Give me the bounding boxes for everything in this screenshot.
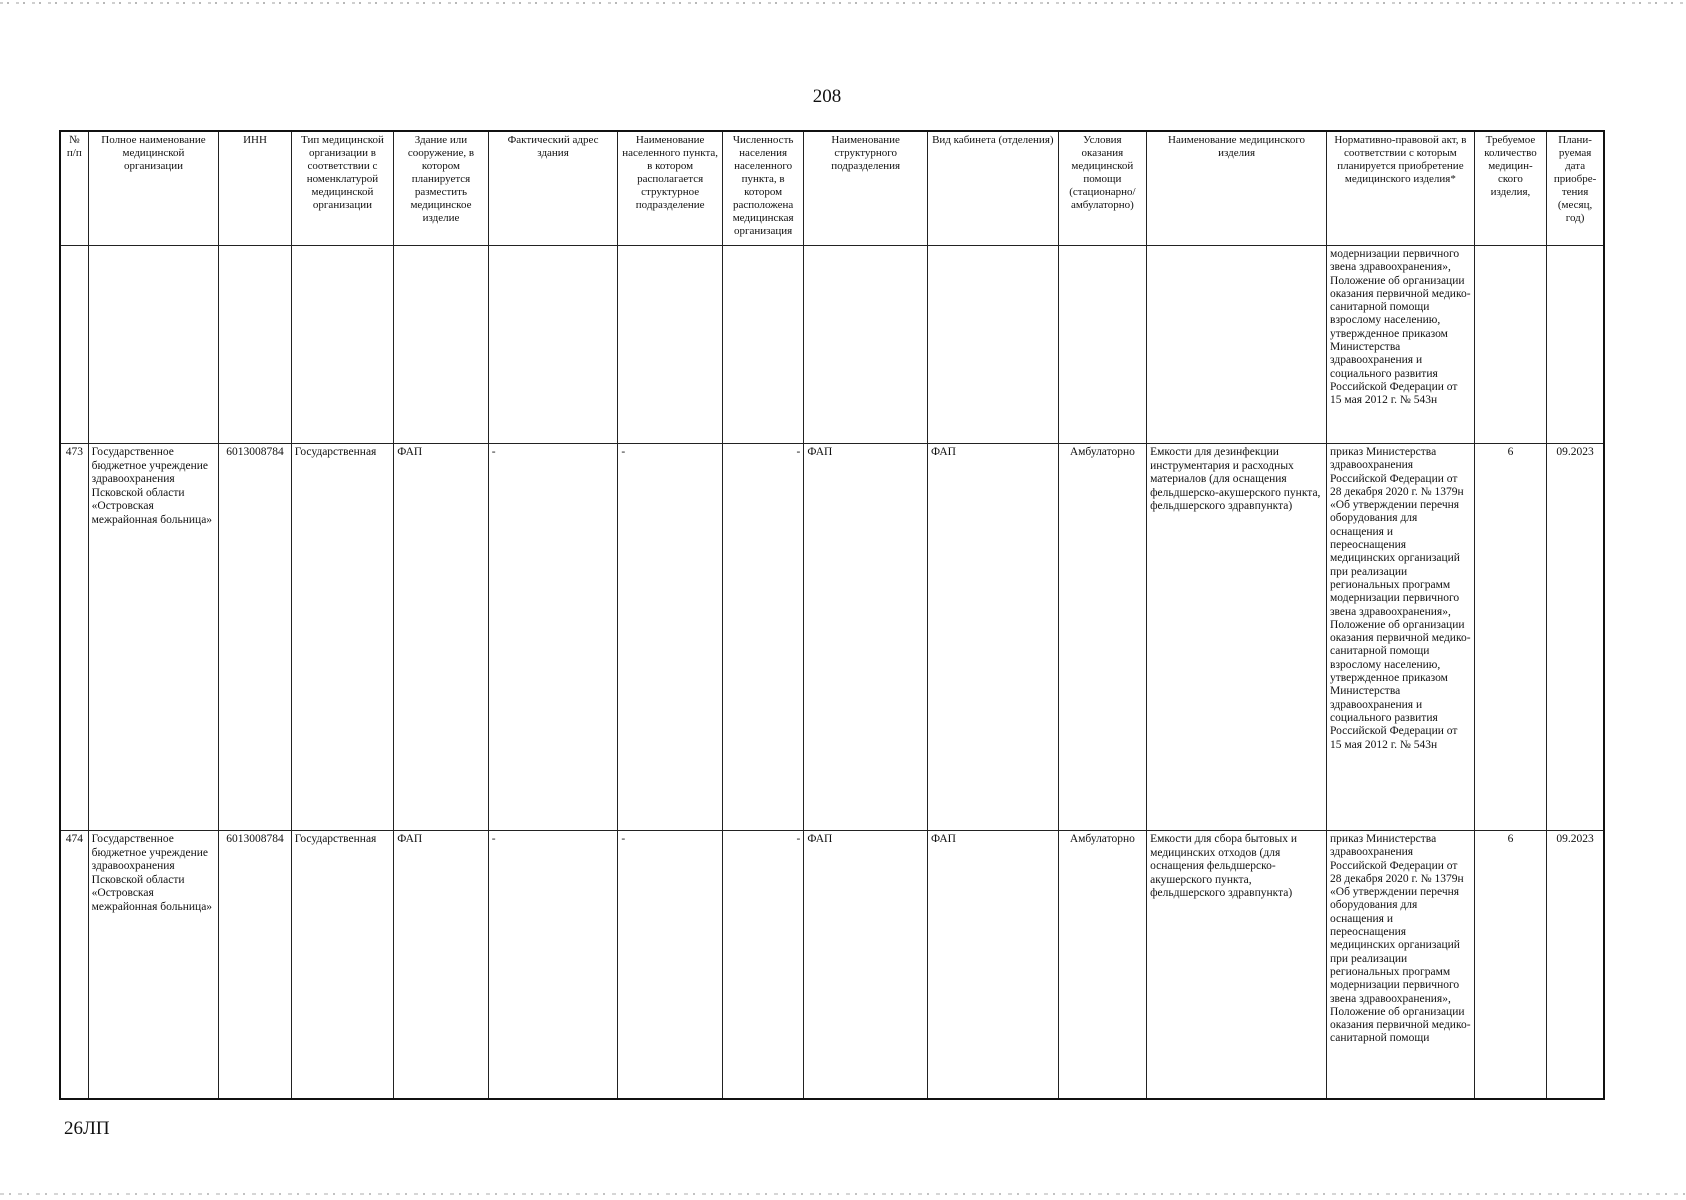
header-num: № п/п <box>60 131 88 246</box>
row-qty: 6 <box>1474 444 1546 831</box>
table-cell <box>927 246 1058 444</box>
table-cell <box>1147 246 1327 444</box>
scan-edge-top <box>0 2 1686 4</box>
row-conditions: Амбулаторно <box>1058 831 1146 1100</box>
table-cell <box>804 246 928 444</box>
row-population: - <box>722 444 803 831</box>
row-type: Государственная <box>291 831 394 1100</box>
medical-devices-table <box>59 130 1605 1100</box>
row-org: Государственное бюджетное учреждение здравоохранения Псковской области «Островская межрайонная больница» <box>88 831 219 1100</box>
header-inn: ИНН <box>219 131 291 246</box>
table-cell <box>618 246 723 444</box>
continuation-row <box>60 246 1604 444</box>
table-cell <box>60 246 88 444</box>
row-num: 474 <box>60 831 88 1100</box>
scan-edge-bottom <box>0 1193 1686 1195</box>
row-conditions: Амбулаторно <box>1058 444 1146 831</box>
continuation-act-cell: модернизации первичного звена здравоохранения», Положение об организации оказания первичной медико-санитарной помощи взрослому населению, утвержденное приказом Министерства здравоохранения и социального развития Российской Федерации от 15 мая 2012 г. № 543н <box>1327 246 1475 444</box>
row-population: - <box>722 831 803 1100</box>
header-act: Нормативно-правовой акт, в соответствии с которым планируется приобретение медицинского изделия* <box>1327 131 1475 246</box>
header-conditions: Условия оказания медицинской помощи (стационарно/ амбулаторно) <box>1058 131 1146 246</box>
row-building: ФАП <box>394 444 488 831</box>
row-unit: ФАП <box>804 831 928 1100</box>
row-device: Емкости для дезинфекции инструментария и расходных материалов (для оснащения фельдшерско-акушерского пункта, фельдшерского здравпункта) <box>1147 444 1327 831</box>
row-address: - <box>488 831 618 1100</box>
row-locality: - <box>618 831 723 1100</box>
table-cell <box>1547 246 1604 444</box>
table-cell <box>1474 246 1546 444</box>
header-qty: Требуемое количество медицин-ского изделия, <box>1474 131 1546 246</box>
row-address: - <box>488 444 618 831</box>
header-locality: Наименование населенного пункта, в котором располагается структурное подразделение <box>618 131 723 246</box>
table-cell <box>1058 246 1146 444</box>
row-num: 473 <box>60 444 88 831</box>
row-inn: 6013008784 <box>219 831 291 1100</box>
table-cell <box>488 246 618 444</box>
table-cell <box>722 246 803 444</box>
page-number: 208 <box>812 86 842 107</box>
row-act: приказ Министерства здравоохранения Российской Федерации от 28 декабря 2020 г. № 1379н «Об утверждении перечня оборудования для оснащения и переоснащения медицинских организаций при реализации региональных программ модернизации первичного звена здравоохранения», Положение об организации оказания первичной медико-санитарной помощи <box>1327 831 1475 1100</box>
row-qty: 6 <box>1474 831 1546 1100</box>
table-row <box>60 831 1604 1100</box>
table-cell <box>291 246 394 444</box>
row-type: Государственная <box>291 444 394 831</box>
header-date: Плани-руемая дата приобре-тения (месяц, год) <box>1547 131 1604 246</box>
table-row <box>60 444 1604 831</box>
table-cell <box>394 246 488 444</box>
row-building: ФАП <box>394 831 488 1100</box>
row-locality: - <box>618 444 723 831</box>
row-cabinet: ФАП <box>927 444 1058 831</box>
header-population: Численность населения населенного пункта, в котором расположена медицинская организация <box>722 131 803 246</box>
header-type: Тип медицинской организации в соответствии с номенклатурой медицинской организации <box>291 131 394 246</box>
row-act: приказ Министерства здравоохранения Российской Федерации от 28 декабря 2020 г. № 1379н «Об утверждении перечня оборудования для оснащения и переоснащения медицинских организаций при реализации региональных программ модернизации первичного звена здравоохранения», Положение об организации оказания первичной медико-санитарной помощи взрослому населению, утвержденное приказом Министерства здравоохранения и социального развития Российской Федерации от 15 мая 2012 г. № 543н <box>1327 444 1475 831</box>
header-device: Наименование медицинского изделия <box>1147 131 1327 246</box>
table-cell <box>88 246 219 444</box>
header-org: Полное наименование медицинской организации <box>88 131 219 246</box>
header-unit: Наименование структурного подразделения <box>804 131 928 246</box>
header-address: Фактический адрес здания <box>488 131 618 246</box>
row-date: 09.2023 <box>1547 444 1604 831</box>
header-row <box>60 131 1604 246</box>
row-inn: 6013008784 <box>219 444 291 831</box>
row-date: 09.2023 <box>1547 831 1604 1100</box>
table-cell <box>219 246 291 444</box>
row-org: Государственное бюджетное учреждение здравоохранения Псковской области «Островская межрайонная больница» <box>88 444 219 831</box>
row-device: Емкости для сбора бытовых и медицинских отходов (для оснащения фельдшерско-акушерского пункта, фельдшерского здравпункта) <box>1147 831 1327 1100</box>
row-unit: ФАП <box>804 444 928 831</box>
header-cabinet: Вид кабинета (отделения) <box>927 131 1058 246</box>
header-building: Здание или сооружение, в котором планируется разместить медицинское изделие <box>394 131 488 246</box>
row-cabinet: ФАП <box>927 831 1058 1100</box>
footer-mark: 26ЛП <box>64 1118 110 1139</box>
